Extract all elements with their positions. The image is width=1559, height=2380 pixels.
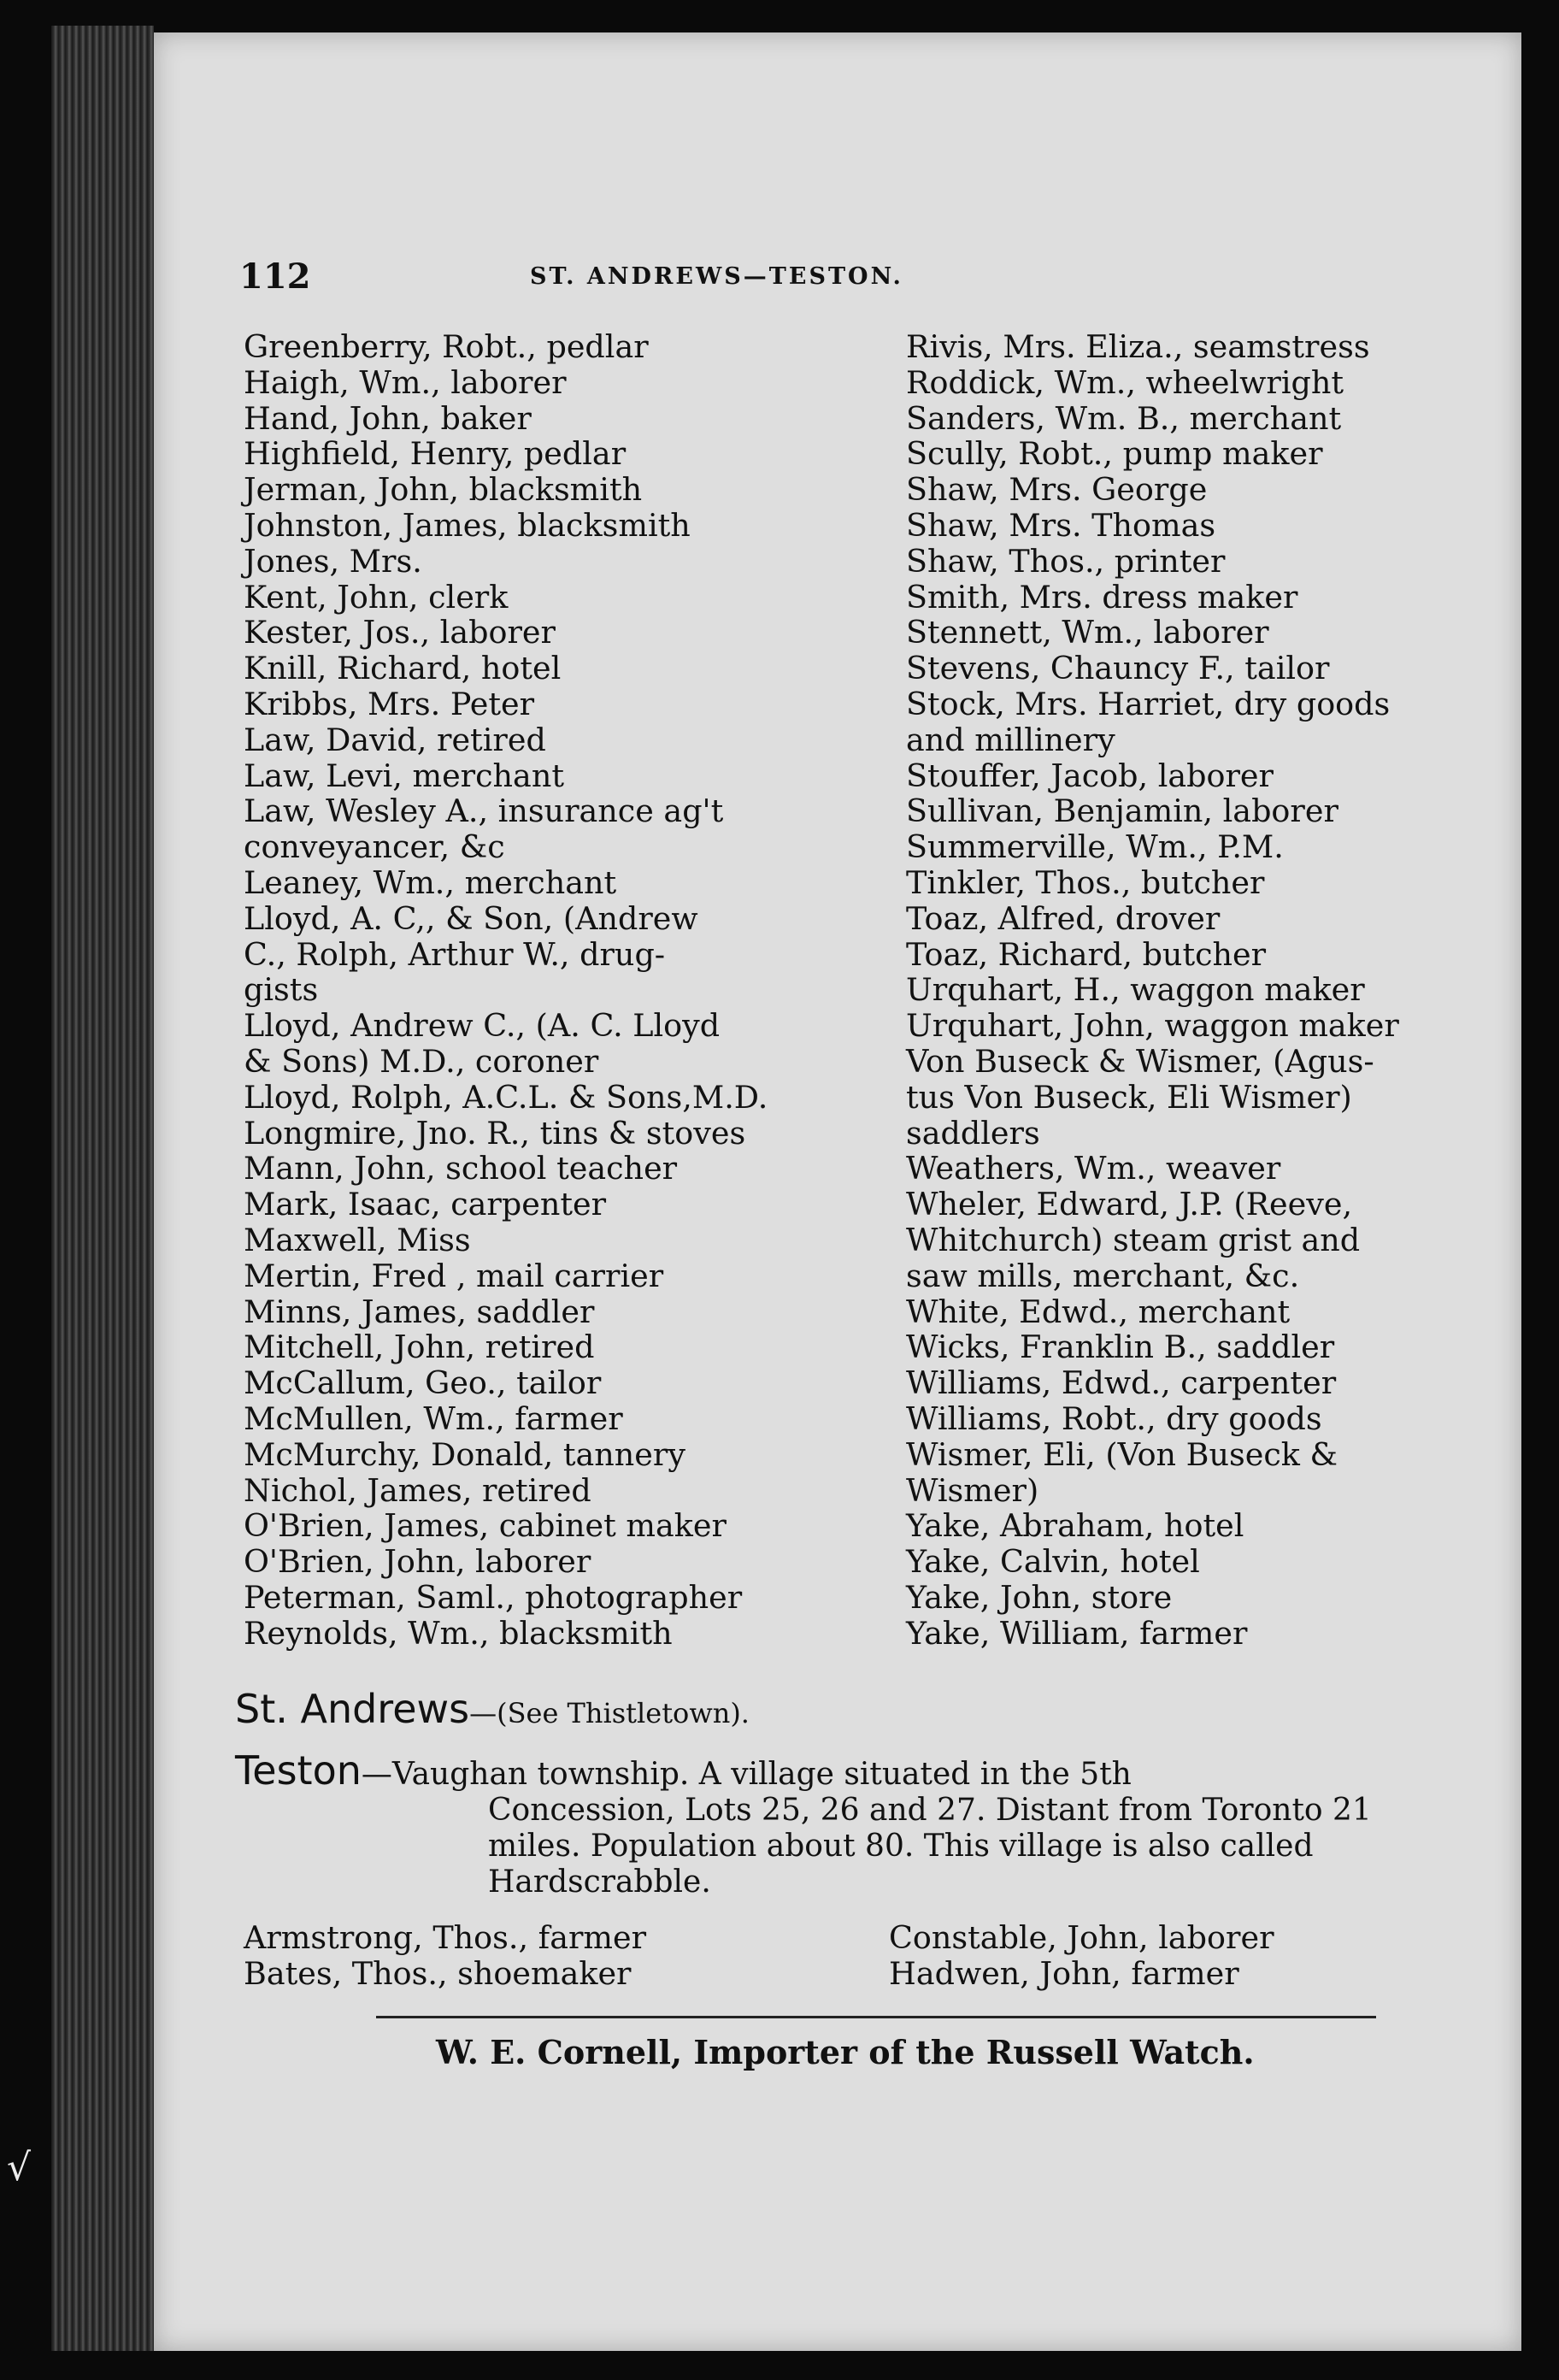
entry-line: Toaz, Alfred, drover: [906, 899, 1221, 937]
entry-line: Wicks, Franklin B., saddler: [906, 1328, 1335, 1366]
entry-line: Weathers, Wm., weaver: [906, 1150, 1281, 1187]
list-item: [906, 615, 1402, 651]
list-item: [906, 436, 1402, 472]
list-item: [244, 1616, 893, 1652]
entry-line: Mann, John, school teacher: [244, 1150, 678, 1187]
list-item: [244, 1580, 893, 1616]
list-item: [244, 1473, 893, 1509]
list-item: [244, 472, 893, 508]
entry-line: McCallum, Geo., tailor: [244, 1364, 602, 1402]
list-item: [906, 972, 1402, 1008]
entry-line: Williams, Edwd., carpenter: [906, 1364, 1337, 1402]
list-item: [906, 901, 1402, 937]
entry-line: Reynolds, Wm., blacksmith: [244, 1614, 673, 1652]
entry-continuation: Wismer): [906, 1471, 1039, 1509]
teston-description: [235, 1747, 1372, 1900]
entry-line: White, Edwd., merchant: [906, 1293, 1291, 1330]
entry-line: Nichol, James, retired: [244, 1471, 591, 1509]
list-item: [906, 1580, 1402, 1616]
entry-line: McMullen, Wm., farmer: [244, 1399, 623, 1437]
entry-line: Yake, William, farmer: [906, 1614, 1248, 1652]
list-item: [906, 1544, 1402, 1580]
list-item: [906, 758, 1402, 794]
page-header: [239, 256, 1368, 308]
entry-line: Peterman, Saml., photographer: [244, 1578, 743, 1616]
entry-line: Highfield, Henry, pedlar: [244, 435, 627, 473]
entry-line: Williams, Robt., dry goods: [906, 1399, 1322, 1437]
list-item: [244, 1187, 893, 1222]
list-item: [244, 436, 893, 472]
list-item: [906, 1044, 1402, 1151]
list-item: [244, 722, 893, 758]
entry-line: Smith, Mrs. dress maker: [906, 578, 1298, 616]
entry-line: Maxwell, Miss: [244, 1221, 471, 1258]
entry-continuation: and millinery: [906, 721, 1115, 758]
list-item: [244, 1008, 893, 1080]
list-item: [906, 580, 1402, 616]
entry-line: Sullivan, Benjamin, laborer: [906, 792, 1338, 830]
entry-continuation: conveyancer, &c: [244, 828, 505, 866]
entry-line: Law, Levi, merchant: [244, 757, 564, 794]
list-item: [244, 1365, 893, 1401]
page-number: 112: [239, 256, 311, 297]
list-item: [244, 1151, 893, 1187]
list-item: [244, 1116, 893, 1152]
entry-line: Kribbs, Mrs. Peter: [244, 685, 535, 722]
list-item: [244, 865, 893, 901]
entry-line: Sanders, Wm. B., merchant: [906, 399, 1342, 437]
entry-line: Urquhart, H., waggon maker: [906, 971, 1365, 1009]
list-item: [244, 1294, 893, 1330]
list-item: [244, 793, 893, 865]
entry-line: Yake, Abraham, hotel: [906, 1507, 1244, 1545]
list-item: [906, 1508, 1402, 1544]
entry-line: Lloyd, Andrew C., (A. C. Lloyd: [244, 1007, 721, 1045]
entry-line: Yake, Calvin, hotel: [906, 1543, 1200, 1581]
entry-line: Hand, John, baker: [244, 399, 532, 437]
entry-line: Law, David, retired: [244, 721, 546, 758]
list-item: [906, 829, 1402, 865]
entry-line: Lloyd, A. C,, & Son, (Andrew: [244, 899, 698, 937]
right-directory-column: [906, 329, 1402, 1651]
entry-line: Kent, John, clerk: [244, 578, 509, 616]
entry-line: Jerman, John, blacksmith: [244, 471, 643, 509]
list-item: [244, 329, 893, 365]
entry-line: Haigh, Wm., laborer: [244, 363, 567, 401]
list-item: [906, 1401, 1402, 1437]
entry-line: Shaw, Mrs. George: [906, 471, 1208, 509]
entry-line: Yake, John, store: [906, 1578, 1173, 1616]
list-item: [244, 651, 893, 686]
teston-line-4: Hardscrabble.: [488, 1865, 711, 1900]
list-item: [906, 937, 1402, 973]
list-item: [906, 686, 1402, 758]
list-item: [244, 1329, 893, 1365]
entry-line: Stock, Mrs. Harriet, dry goods: [906, 685, 1391, 722]
list-item: [906, 1329, 1402, 1365]
entry-line: Johnston, James, blacksmith: [244, 506, 691, 544]
entry-line: Wismer, Eli, (Von Buseck &: [906, 1435, 1338, 1473]
list-item: [906, 1187, 1402, 1293]
teston-right-entries: [889, 1920, 1274, 1992]
list-item: [906, 651, 1402, 686]
entry-line: Roddick, Wm., wheelwright: [906, 363, 1344, 401]
entry-line: Von Buseck & Wismer, (Agus-: [906, 1042, 1374, 1080]
list-item: [906, 1437, 1402, 1509]
list-item: Armstrong, Thos., farmer: [244, 1919, 647, 1956]
list-item: [244, 401, 893, 437]
entry-line: Mitchell, John, retired: [244, 1328, 595, 1366]
entry-line: Knill, Richard, hotel: [244, 650, 562, 687]
list-item: [244, 1544, 893, 1580]
footer-rule: [376, 2016, 1376, 2018]
st-andrews-name: St. Andrews: [235, 1686, 470, 1732]
entry-line: Stevens, Chauncy F., tailor: [906, 650, 1330, 687]
entry-line: Leaney, Wm., merchant: [244, 863, 617, 901]
entry-continuation: saw mills, merchant, &c.: [906, 1257, 1300, 1294]
entry-line: O'Brien, James, cabinet maker: [244, 1507, 727, 1545]
list-item: [244, 615, 893, 651]
list-item: [906, 1008, 1402, 1044]
entry-line: Summerville, Wm., P.M.: [906, 828, 1284, 866]
entry-continuation: C., Rolph, Arthur W., drug-: [244, 935, 666, 973]
list-item: [244, 544, 893, 580]
entry-continuation: saddlers: [906, 1114, 1040, 1152]
teston-line-1: [235, 1747, 1372, 1794]
entry-line: Longmire, Jno. R., tins & stoves: [244, 1114, 746, 1152]
entry-line: Shaw, Thos., printer: [906, 542, 1226, 580]
teston-line-3: miles. Population about 80. This village is also called: [488, 1829, 1314, 1864]
list-item: [244, 1080, 893, 1116]
entry-line: Mark, Isaac, carpenter: [244, 1186, 607, 1223]
footer-advertisement: W. E. Cornell, Importer of the Russell Watch.: [436, 2033, 1255, 2071]
entry-line: McMurchy, Donald, tannery: [244, 1435, 685, 1473]
list-item: [906, 365, 1402, 401]
entry-line: Stennett, Wm., laborer: [906, 614, 1269, 651]
running-title: ST. ANDREWS—TESTON.: [530, 263, 903, 290]
list-item: [906, 1365, 1402, 1401]
list-item: [906, 544, 1402, 580]
entry-line: Stouffer, Jacob, laborer: [906, 757, 1274, 794]
entry-line: Minns, James, saddler: [244, 1293, 595, 1330]
list-item: [906, 472, 1402, 508]
list-item: [244, 1222, 893, 1258]
list-item: [244, 1258, 893, 1294]
teston-line-2: Concession, Lots 25, 26 and 27. Distant from Toronto 21: [488, 1793, 1372, 1828]
entry-line: Urquhart, John, waggon maker: [906, 1007, 1399, 1045]
list-item: [906, 793, 1402, 829]
list-item: Bates, Thos., shoemaker: [244, 1955, 632, 1992]
teston-name: Teston: [235, 1747, 362, 1794]
entry-continuation: & Sons) M.D., coroner: [244, 1042, 599, 1080]
st-andrews-heading: [235, 1686, 750, 1732]
list-item: Hadwen, John, farmer: [889, 1955, 1239, 1992]
list-item: [906, 329, 1402, 365]
entry-line: Toaz, Richard, butcher: [906, 935, 1267, 973]
list-item: [906, 1294, 1402, 1330]
list-item: [244, 580, 893, 616]
entry-line: Tinkler, Thos., butcher: [906, 863, 1265, 901]
entry-line: Wheler, Edward, J.P. (Reeve,: [906, 1186, 1353, 1223]
entry-line: O'Brien, John, laborer: [244, 1543, 591, 1581]
list-item: [906, 865, 1402, 901]
list-item: Constable, John, laborer: [889, 1919, 1274, 1956]
list-item: [244, 686, 893, 722]
list-item: [906, 508, 1402, 544]
entry-continuation: Whitchurch) steam grist and: [906, 1221, 1361, 1258]
entry-line: Greenberry, Robt., pedlar: [244, 328, 649, 365]
teston-left-entries: [244, 1920, 646, 1992]
list-item: [244, 901, 893, 1008]
st-andrews-note: —(See Thistletown).: [469, 1697, 750, 1729]
entry-line: Scully, Robt., pump maker: [906, 435, 1323, 473]
entry-line: Kester, Jos., laborer: [244, 614, 556, 651]
list-item: [244, 1401, 893, 1437]
entry-continuation: gists: [244, 971, 319, 1009]
list-item: [244, 758, 893, 794]
list-item: [906, 1151, 1402, 1187]
list-item: [906, 401, 1402, 437]
entry-continuation: tus Von Buseck, Eli Wismer): [906, 1078, 1352, 1116]
list-item: [244, 1508, 893, 1544]
entry-line: Jones, Mrs.: [244, 542, 422, 580]
left-directory-column: [244, 329, 893, 1651]
entry-line: Mertin, Fred , mail carrier: [244, 1257, 664, 1294]
teston-text-1: —Vaughan township. A village situated in the 5th: [361, 1757, 1132, 1792]
margin-mark: √: [7, 2146, 32, 2189]
entry-line: Law, Wesley A., insurance ag't: [244, 792, 724, 830]
list-item: [244, 1437, 893, 1473]
entry-line: Rivis, Mrs. Eliza., seamstress: [906, 328, 1370, 365]
entry-line: Shaw, Mrs. Thomas: [906, 506, 1216, 544]
list-item: [244, 508, 893, 544]
list-item: [906, 1616, 1402, 1652]
entry-line: Lloyd, Rolph, A.C.L. & Sons,M.D.: [244, 1078, 768, 1116]
list-item: [244, 365, 893, 401]
book-spine-edge: [51, 26, 154, 2351]
